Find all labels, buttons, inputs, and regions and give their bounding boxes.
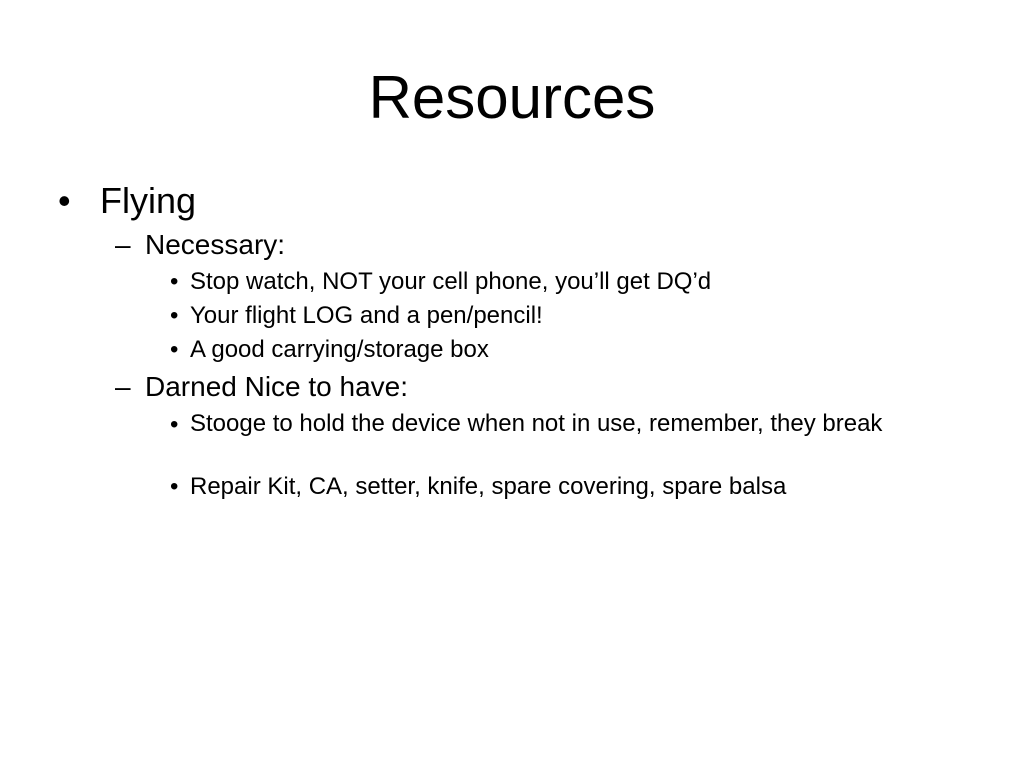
list-item-text: Repair Kit, CA, setter, knife, spare covering, spare balsa xyxy=(190,473,787,500)
bullet-marker: • xyxy=(170,268,179,295)
list-item xyxy=(170,473,786,500)
list-item-text: Your flight LOG and a pen/pencil! xyxy=(190,302,543,329)
list-item-text: A good carrying/storage box xyxy=(190,336,489,363)
sub-item-necessary xyxy=(115,229,285,261)
list-item xyxy=(170,302,543,329)
bullet-text: Flying xyxy=(100,180,197,221)
list-item-text: Stop watch, NOT your cell phone, you’ll get DQ’d xyxy=(190,268,712,295)
list-item-text: Stooge to hold the device when not in use, remember, they break xyxy=(190,410,883,437)
dash-marker: – xyxy=(115,229,131,260)
dash-marker: – xyxy=(115,371,131,402)
list-item xyxy=(170,411,950,436)
bullet-marker: • xyxy=(170,302,179,329)
list-item xyxy=(170,336,489,363)
sub-item-text: Necessary: xyxy=(145,229,286,260)
bullet-item-flying xyxy=(58,181,196,221)
slide-title: Resources xyxy=(368,64,656,131)
sub-item-text: Darned Nice to have: xyxy=(145,371,409,402)
bullet-marker: • xyxy=(170,336,179,363)
sub-item-darned-nice xyxy=(115,371,408,403)
bullet-marker: • xyxy=(170,411,179,438)
bullet-marker: • xyxy=(170,473,179,500)
list-item xyxy=(170,268,711,295)
bullet-marker: • xyxy=(58,180,71,221)
